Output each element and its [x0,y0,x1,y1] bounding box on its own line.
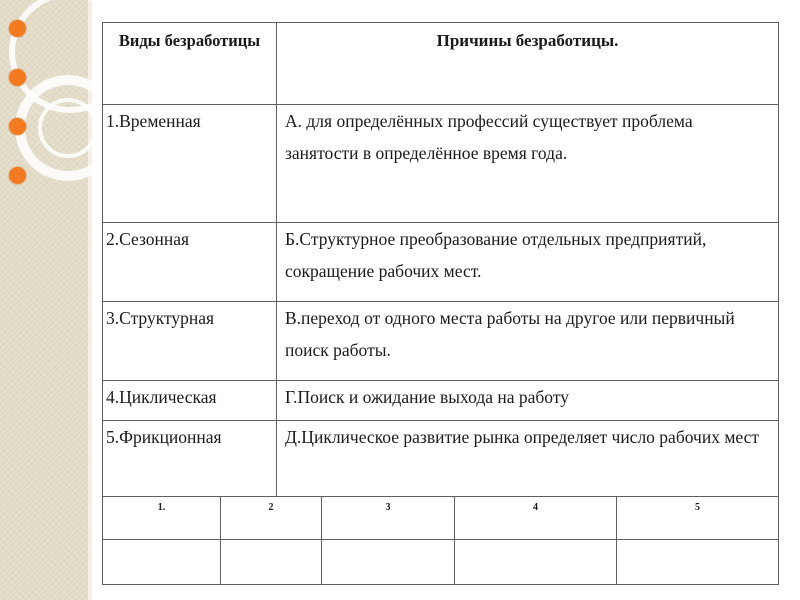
type-cell: 3.Структурная [103,302,277,381]
table-header-row [103,23,779,105]
answer-cell[interactable] [221,540,322,585]
header-types: Виды безработицы [118,31,261,50]
orange-bullet-dot [9,118,26,135]
table-row [103,421,779,497]
type-cell: 5.Фрикционная [103,421,277,497]
answer-cell[interactable] [322,540,455,585]
decorative-ring-outer [20,80,100,176]
answer-cell[interactable] [103,540,221,585]
answer-header-cell: 1. [103,497,221,540]
cause-cell: Б.Структурное преобразование отдельных предприятий, сокращение рабочих мест. [277,223,779,302]
header-causes: Причины безработицы. [436,31,619,50]
header-cell-types [103,23,277,105]
answer-cell[interactable] [617,540,779,585]
table-row [103,105,779,223]
cause-cell: Г.Поиск и ожидание выхода на работу [277,381,779,421]
cause-cell: А. для определённых профессий существует проблема занятости в определённое время года. [277,105,779,223]
header-cell-causes [277,23,779,105]
cause-cell: Д.Циклическое развитие рынка определяет число рабочих мест [277,421,779,497]
table-row [103,302,779,381]
orange-bullet-dot [9,167,26,184]
answer-header-cell: 3 [322,497,455,540]
type-cell: 4.Циклическая [103,381,277,421]
table-row [103,223,779,302]
cause-cell: В.переход от одного места работы на другое или первичный поиск работы. [277,302,779,381]
answer-header-cell: 5 [617,497,779,540]
orange-bullet-dot [9,20,26,37]
answer-header-cell: 4 [455,497,617,540]
answer-header-cell: 2 [221,497,322,540]
answer-cell[interactable] [455,540,617,585]
answer-table [102,496,779,585]
type-cell: 2.Сезонная [103,223,277,302]
decorative-rings [0,0,100,600]
table-row [103,381,779,421]
type-cell: 1.Временная [103,105,277,223]
answer-header-row [103,497,779,540]
decorative-ring-large [12,0,100,110]
orange-bullet-dot [9,69,26,86]
answer-input-row [103,540,779,585]
unemployment-types-table [102,22,779,497]
